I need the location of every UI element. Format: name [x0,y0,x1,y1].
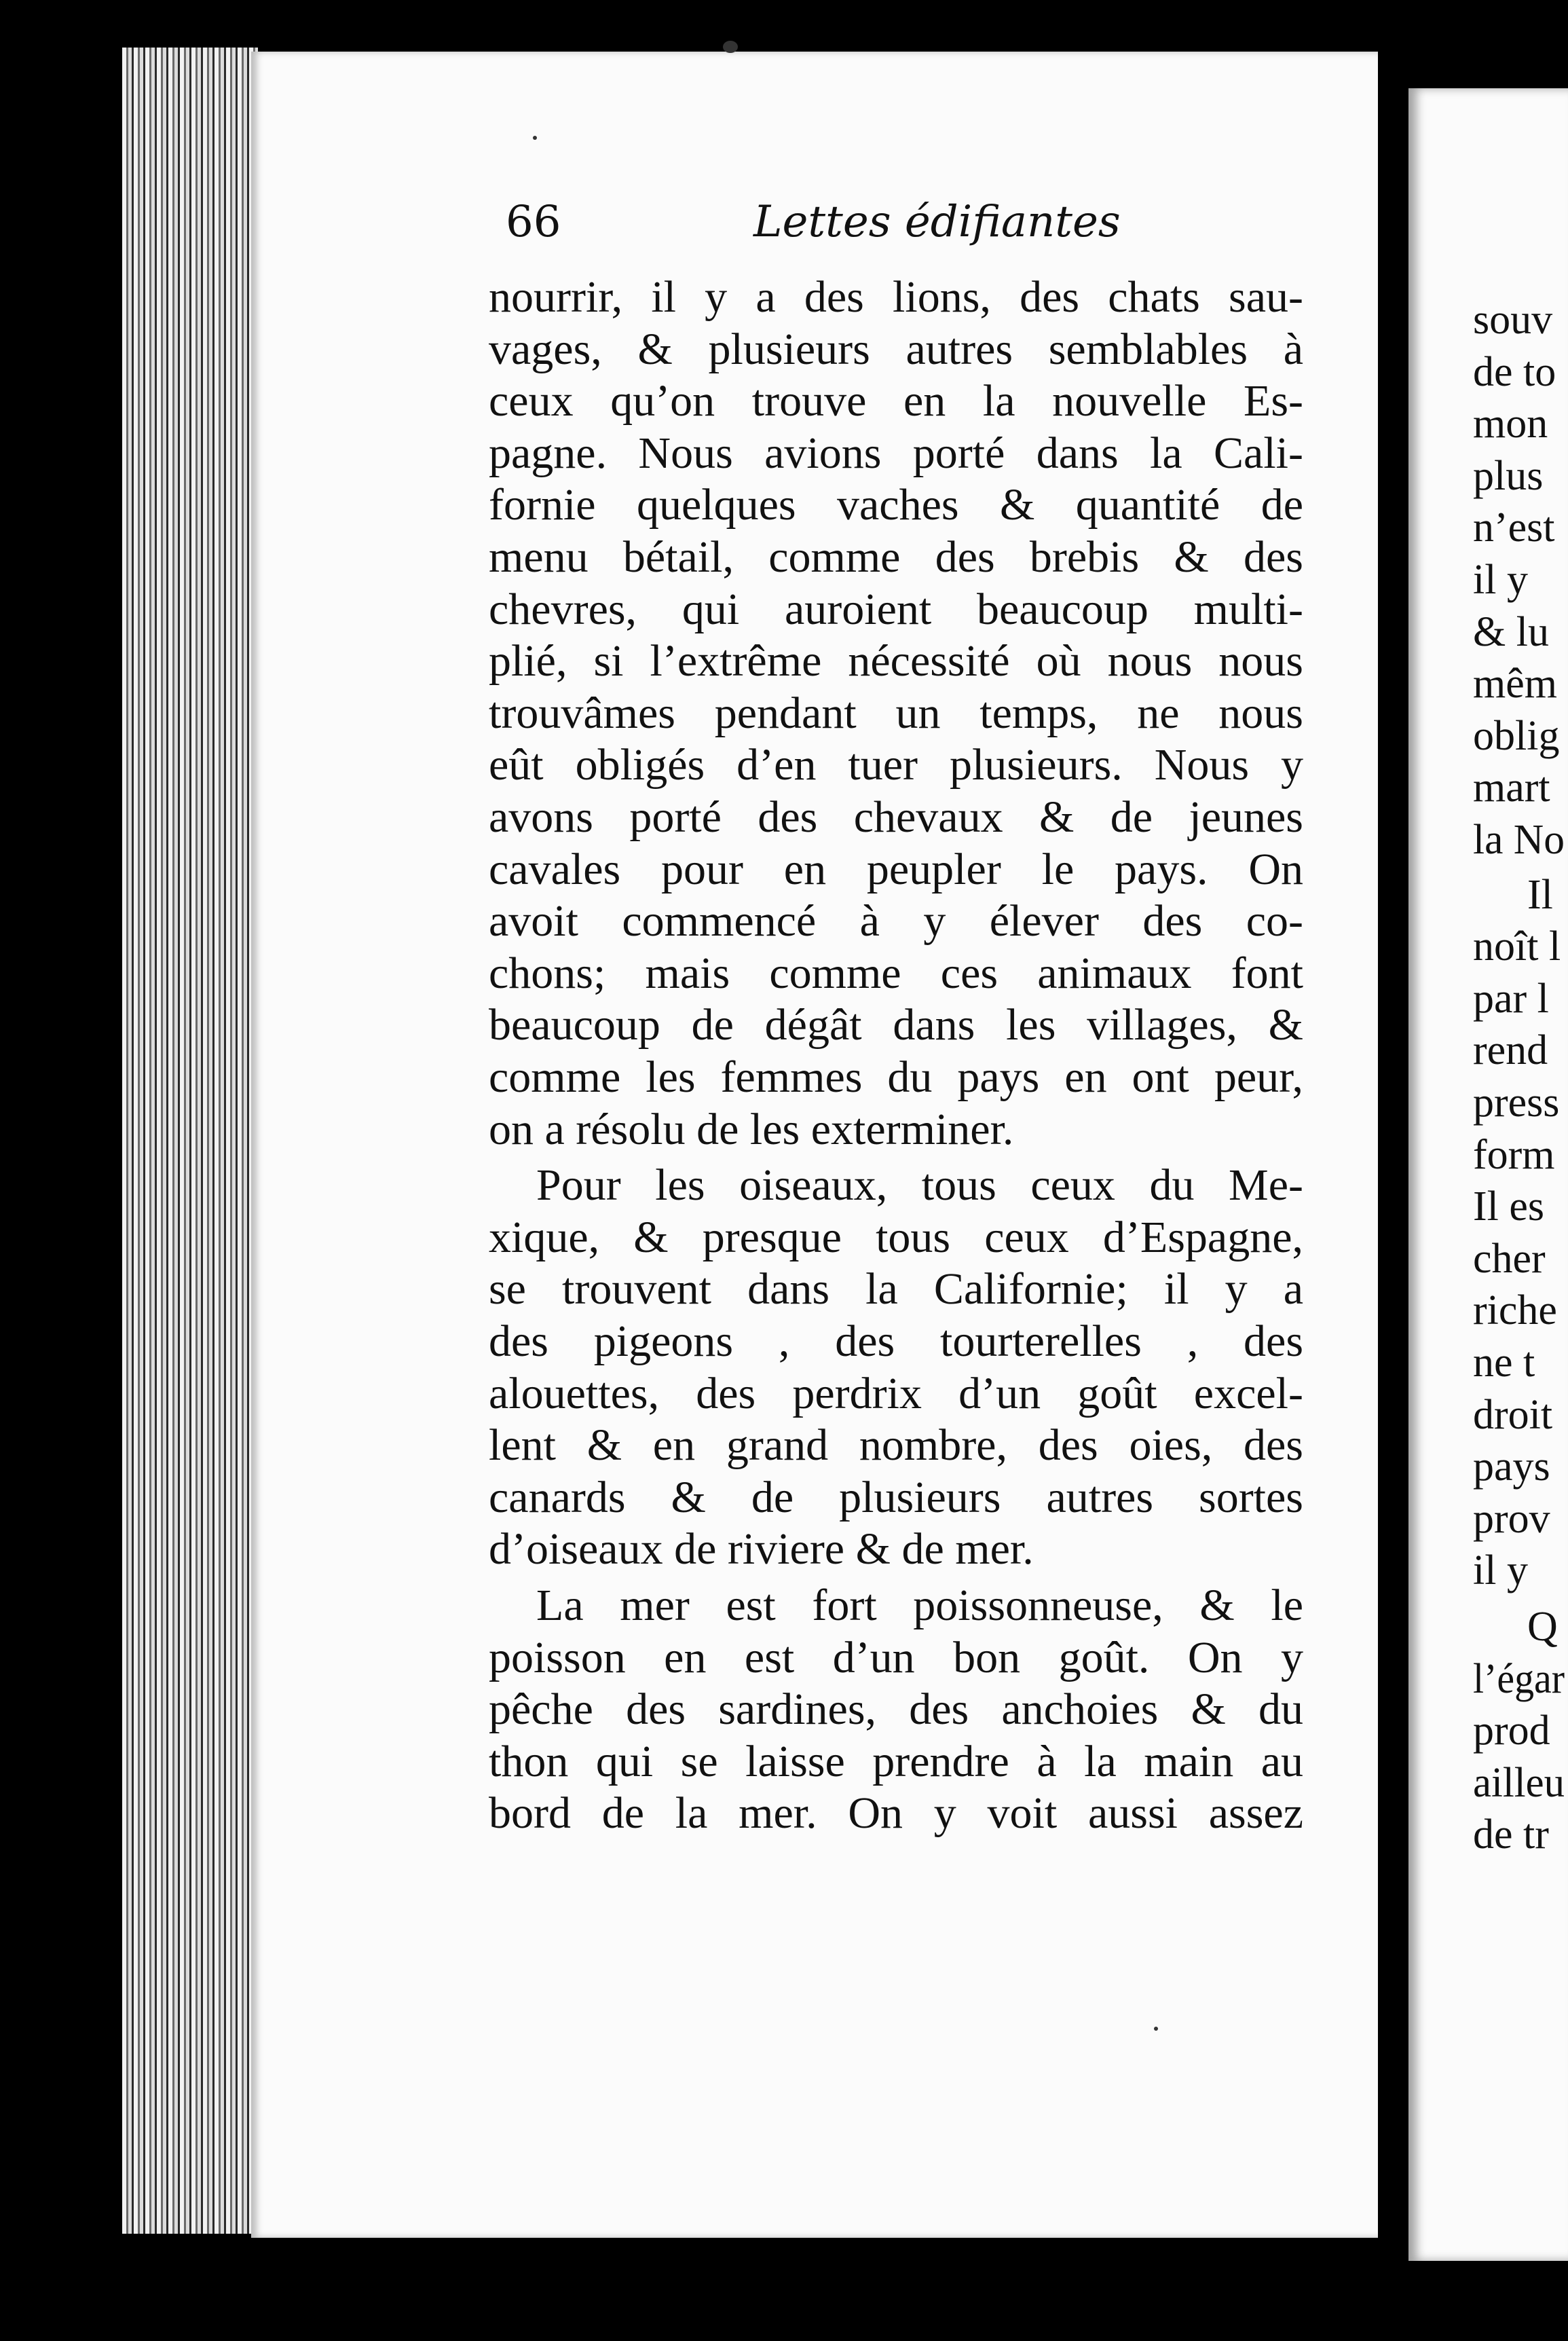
text-line: bord de la mer. On y voit aussi assez [489,1788,1303,1839]
text-line: des pigeons , des tourterelles , des [489,1316,1303,1366]
text-line: on a résolu de les exterminer. [489,1104,1014,1154]
text-line: ailleu [1473,1759,1565,1806]
text-line: mêm [1473,661,1557,707]
text-line: droit [1473,1391,1553,1438]
text-line: plus [1473,452,1544,499]
text-line: par l [1473,975,1549,1022]
text-line: ne t [1473,1340,1535,1386]
text-line: form [1473,1131,1555,1178]
text-line: avons porté des chevaux & de jeunes [489,792,1303,842]
text-line: il y [1473,557,1528,603]
text-line: souv [1473,297,1553,343]
text-line: Q [1527,1604,1558,1650]
text-line: comme les femmes du pays en ont peur, [489,1052,1303,1102]
text-line: ceux qu’on trouve en la nouvelle Es- [489,376,1303,426]
text-line: chevres, qui auroient beaucoup multi- [489,584,1303,634]
text-line: l’égar [1473,1655,1565,1702]
text-line: prov [1473,1495,1550,1542]
text-line: d’oiseaux de riviere & de mer. [489,1524,1034,1574]
text-line: avoit commencé à y élever des co- [489,896,1303,946]
text-line: thon qui se laisse prendre à la main au [489,1736,1303,1786]
text-line: cavales pour en peupler le pays. On [489,844,1303,894]
text-line: cher [1473,1235,1546,1282]
text-line: La mer est fort poissonneuse, & le [536,1581,1303,1630]
text-line: chons; mais comme ces animaux font [489,948,1303,998]
text-line: se trouvent dans la Californie; il y a [489,1264,1303,1314]
text-line: beaucoup de dégât dans les villages, & [489,1000,1303,1050]
running-title: Lettes édifiantes [753,197,1121,247]
text-line: canards & de plusieurs autres sortes [489,1472,1303,1522]
text-line: la No [1473,817,1565,863]
text-line: eût obligés d’en tuer plusieurs. Nous y [489,740,1303,790]
text-line: lent & en grand nombre, des oies, des [489,1420,1303,1471]
text-line: Il [1527,871,1553,918]
text-line: prod [1473,1708,1550,1754]
scan-speck [533,136,537,140]
text-line: vages, & plusieurs autres semblables à [489,324,1303,374]
text-line: plié, si l’extrême nécessité où nous nous [489,636,1303,686]
text-line: trouvâmes pendant un temps, ne nous [489,688,1303,738]
text-line: pagne. Nous avions porté dans la Cali- [489,428,1303,478]
text-line: press [1473,1080,1560,1126]
text-line: mon [1473,401,1548,447]
text-line: pêche des sardines, des anchoies & du [489,1684,1303,1735]
text-line: rend [1473,1027,1548,1074]
scan-speck [1154,2027,1158,2031]
text-line: nourrir, il y a des lions, des chats sau- [489,272,1303,322]
text-line: alouettes, des perdrix d’un goût excel- [489,1368,1303,1418]
text-line: n’est [1473,504,1555,551]
page-number: 66 [506,197,561,247]
text-line: Il es [1473,1183,1545,1230]
text-line: xique, & presque tous ceux d’Espagne, [489,1212,1303,1262]
text-line: mart [1473,764,1550,811]
text-line: & lu [1473,608,1549,655]
text-line: poisson en est d’un bon goût. On y [489,1632,1303,1682]
text-line: menu bétail, comme des brebis & des [489,532,1303,582]
text-line: riche [1473,1287,1557,1334]
text-line: de tr [1473,1811,1549,1858]
scan-speck [723,41,738,53]
page-edges [122,48,258,2234]
text-line: Pour les oiseaux, tous ceux du Me- [536,1160,1303,1211]
text-line: fornie quelques vaches & quantité de [489,480,1303,530]
text-line: oblig [1473,712,1560,759]
text-line: de to [1473,348,1556,395]
text-line: pays [1473,1443,1550,1490]
text-line: noît l [1473,923,1561,970]
text-line: il y [1473,1547,1528,1594]
